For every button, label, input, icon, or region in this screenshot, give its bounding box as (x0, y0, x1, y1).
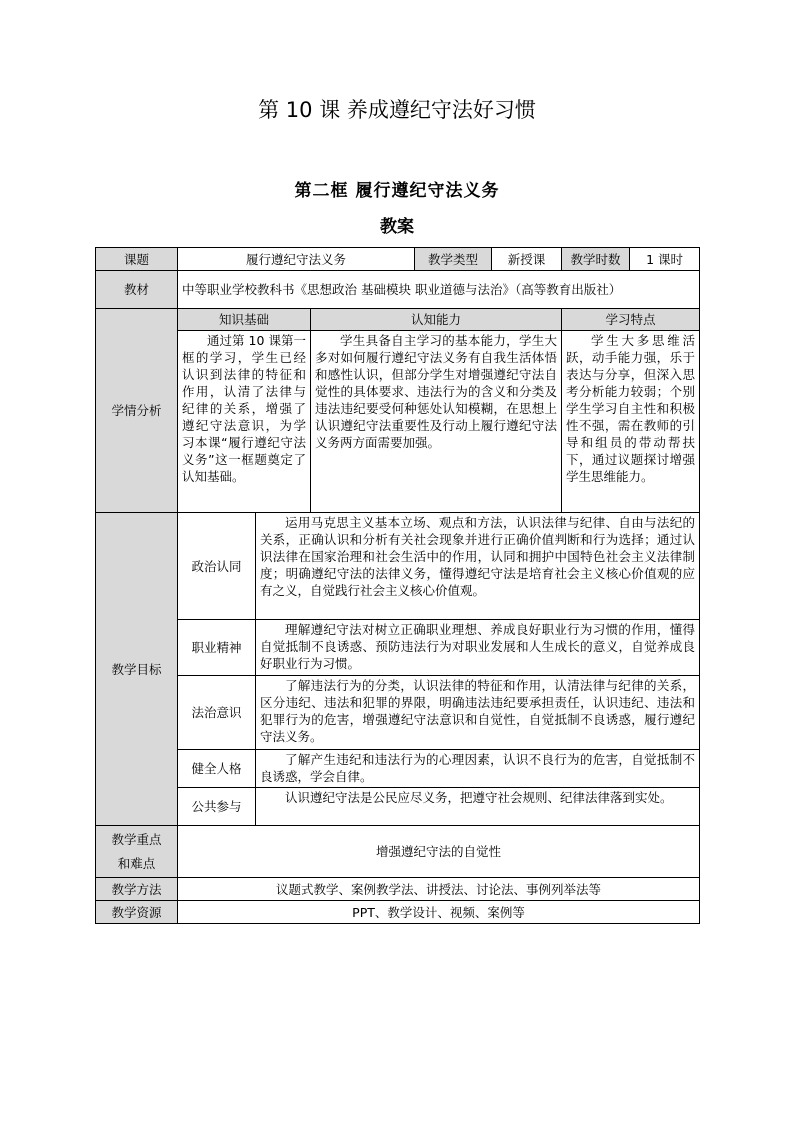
document-type: 教案 (380, 217, 414, 237)
key-points-value: 增强遵纪守法的自觉性 (178, 826, 700, 878)
goal-name: 公共参与 (178, 788, 256, 826)
goal-name: 健全人格 (178, 750, 256, 788)
goal-row (96, 788, 700, 826)
section-subtitle: 第二框 履行遵纪守法义务 (294, 181, 500, 201)
learning-traits-text: 学生大多思维活跃，动手能力强，乐于表达与分享，但深入思考分析能力较弱；个别学生学习自主性和积极性不强，需在教师的引导和组员的带动帮扶下，通过议题探讨增强学生思维能力。 (562, 331, 700, 513)
knowledge-base-text: 通过第 10 课第一框的学习，学生已经认识到法律的特征和作用，认清了法律与纪律的关系，增强了遵纪守法意识，为学习本课“履行遵纪守法义务”这一框题奠定了认知基础。 (178, 331, 311, 513)
lesson-title: 第 10 课 养成遵纪守法好习惯 (258, 98, 536, 122)
goal-row (96, 513, 700, 620)
analysis-label: 学情分析 (96, 309, 178, 513)
methods-row (96, 878, 700, 901)
textbook-label: 教材 (96, 271, 178, 309)
analysis-content-row (96, 331, 700, 513)
cognitive-ability-text: 学生具备自主学习的基本能力，学生大多对如何履行遵纪守法义务有自我生活体悟和感性认识，但部分学生对增强遵纪守法自觉性的具体要求、违法行为的含义和分类及违法违纪要受何种惩处认知模糊，在思想上认识遵纪守法重要性及行动上履行遵纪守法义务两方面需要加强。 (311, 331, 562, 513)
goal-row (96, 620, 700, 676)
goal-name: 政治认同 (178, 513, 256, 620)
methods-label: 教学方法 (96, 878, 178, 901)
key-points-label (96, 826, 178, 878)
resources-value: PPT、教学设计、视频、案例等 (178, 901, 700, 924)
type-value: 新授课 (492, 248, 562, 271)
goal-name: 法治意识 (178, 676, 256, 750)
knowledge-base-header: 知识基础 (178, 309, 311, 331)
key-points-label-line2: 和难点 (117, 855, 156, 871)
hours-value: 1 课时 (630, 248, 700, 271)
lesson-plan-table (95, 247, 700, 924)
goal-text: 了解违法行为的分类，认识法律的特征和作用，认清法律与纪律的关系，区分违纪、违法和犯罪的界限，明确违法违纪要承担责任，认识违纪、违法和犯罪行为的危害，增强遵纪守法意识和自觉性，自觉抵制不良诱惑，履行遵纪守法义务。 (256, 676, 700, 750)
topic-label: 课题 (96, 248, 178, 271)
topic-row (96, 248, 700, 271)
resources-row (96, 901, 700, 924)
goal-row (96, 750, 700, 788)
resources-label: 教学资源 (96, 901, 178, 924)
goals-label: 教学目标 (96, 513, 178, 826)
goal-name: 职业精神 (178, 620, 256, 676)
goal-text: 理解遵纪守法对树立正确职业理想、养成良好职业行为习惯的作用，懂得自觉抵制不良诱惑、预防违法行为对职业发展和人生成长的意义，自觉养成良好职业行为习惯。 (256, 620, 700, 676)
key-points-label-line1: 教学重点 (111, 831, 162, 847)
goal-text: 运用马克思主义基本立场、观点和方法，认识法律与纪律、自由与法纪的关系，正确认识和分析有关社会现象并进行正确价值判断和行为选择；通过认识法律在国家治理和社会生活中的作用，认同和拥护中国特色社会主义法律制度；明确遵纪守法的法律义务，懂得遵纪守法是培育社会主义核心价值观的应有之义，自觉践行社会主义核心价值观。 (256, 513, 700, 620)
hours-label: 教学时数 (562, 248, 630, 271)
goal-row (96, 676, 700, 750)
cognitive-ability-header: 认知能力 (311, 309, 562, 331)
key-points-row (96, 826, 700, 878)
methods-value: 议题式教学、案例教学法、讲授法、讨论法、事例列举法等 (178, 878, 700, 901)
learning-traits-header: 学习特点 (562, 309, 700, 331)
textbook-value: 中等职业学校教科书《思想政治 基础模块 职业道德与法治》（高等教育出版社） (178, 271, 700, 309)
textbook-row (96, 271, 700, 309)
goal-text: 了解产生违纪和违法行为的心理因素，认识不良行为的危害，自觉抵制不良诱惑，学会自律。 (256, 750, 700, 788)
topic-value: 履行遵纪守法义务 (178, 248, 415, 271)
goal-text: 认识遵纪守法是公民应尽义务，把遵守社会规则、纪律法律落到实处。 (256, 788, 700, 826)
analysis-header-row (96, 309, 700, 331)
type-label: 教学类型 (415, 248, 492, 271)
